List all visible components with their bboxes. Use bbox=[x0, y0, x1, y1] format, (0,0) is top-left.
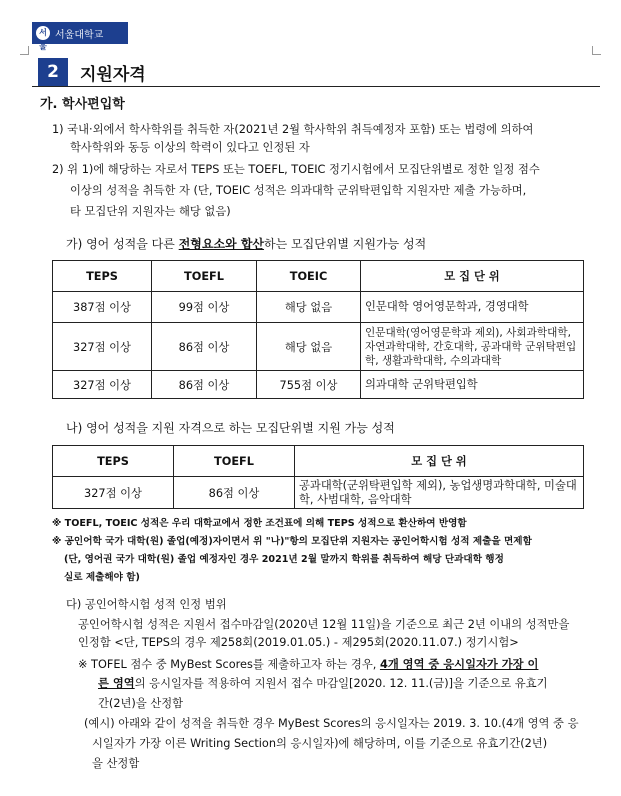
subsection-title: 가. 학사편입학 bbox=[40, 97, 125, 112]
crop-mark-right bbox=[592, 46, 601, 55]
table-row bbox=[53, 323, 584, 371]
table-cell: 해당 없음 bbox=[257, 292, 361, 323]
mybest-note-end: 간(2년)을 산정함 bbox=[98, 697, 184, 710]
table-cell: 공과대학(군위탁편입학 제외), 농업생명과학대학, 미술대학, 사범대학, 음악대학 bbox=[295, 477, 584, 509]
table-row bbox=[53, 477, 584, 509]
note-line: ※ 공인어학 국가 대학(원) 졸업(예정)자이면서 위 "나)"항의 모집단위 지원자는 공인어학시험 성적 제출을 면제함 bbox=[52, 536, 532, 547]
logo-text: 서울대학교 bbox=[55, 29, 104, 41]
table-header: 모 집 단 위 bbox=[361, 261, 584, 292]
table-cell: 327점 이상 bbox=[53, 323, 152, 371]
table-header-row bbox=[53, 261, 584, 292]
mybest-emphasis: 4개 영역 중 응시일자가 가장 이 bbox=[379, 658, 539, 671]
table-cell: 387점 이상 bbox=[53, 292, 152, 323]
table-row bbox=[53, 371, 584, 399]
section-header bbox=[32, 58, 600, 87]
table-row bbox=[53, 292, 584, 323]
section-number: 2 bbox=[38, 58, 68, 86]
example-line: 시일자가 가장 이른 Writing Section의 응시일자)에 해당하며, 이를 기준으로 유효기간(2년) bbox=[92, 737, 548, 750]
university-seal: 서울 bbox=[36, 26, 50, 40]
mybest-note: ※ TOFEL 점수 중 MyBest Scores를 제출하고자 하는 경우, 4개 영역 중 응시일자가 가장 이 bbox=[78, 658, 539, 671]
section-title: 지원자격 bbox=[80, 65, 146, 85]
condition-line: 타 모집단위 지원자는 해당 없음) bbox=[70, 205, 231, 218]
table-cell: 86점 이상 bbox=[152, 371, 257, 399]
table-cell: 327점 이상 bbox=[53, 477, 174, 509]
note-line: ※ TOEFL, TOEIC 성적은 우리 대학교에서 정한 조건표에 의해 TEPS 성적으로 환산하여 반영함 bbox=[52, 518, 467, 529]
condition-line: 1) 국내·외에서 학사학위를 취득한 자(2021년 2월 학사학위 취득예정자 포함) 또는 법령에 의하여 bbox=[52, 123, 534, 136]
table2-caption: 나) 영어 성적을 지원 자격으로 하는 모집단위별 지원 가능 성적 bbox=[66, 421, 395, 435]
score-table-combined bbox=[52, 260, 584, 399]
table-cell: 인문대학 영어영문학과, 경영대학 bbox=[361, 292, 584, 323]
table-cell: 86점 이상 bbox=[174, 477, 295, 509]
mybest-note-cont: 른 영역의 응시일자를 적용하여 지원서 접수 마감일[2020. 12. 11.(금)]을 기준으로 유효기 bbox=[98, 677, 548, 690]
condition-line: 2) 위 1)에 해당하는 자로서 TEPS 또는 TOEFL, TOEIC 정기시험에서 모집단위별로 정한 일정 점수 bbox=[52, 163, 540, 176]
table-cell: 인문대학(영어영문학과 제외), 사회과학대학, 자연과학대학, 간호대학, 공과대학 군위탁편입학, 생활과학대학, 수의과대학 bbox=[361, 323, 584, 371]
mybest-emphasis: 른 영역 bbox=[98, 677, 135, 690]
university-logo bbox=[32, 22, 128, 51]
recognition-title: 다) 공인어학시험 성적 인정 범위 bbox=[66, 598, 227, 611]
crop-mark-left bbox=[20, 46, 29, 55]
score-table-qualification bbox=[52, 445, 584, 509]
table-header: 모 집 단 위 bbox=[295, 446, 584, 477]
table-cell: 327점 이상 bbox=[53, 371, 152, 399]
table-header: TOEFL bbox=[174, 446, 295, 477]
table-cell: 해당 없음 bbox=[257, 323, 361, 371]
table-header: TEPS bbox=[53, 261, 152, 292]
note-line: (단, 영어권 국가 대학(원) 졸업 예정자인 경우 2021년 2월 말까지 학위를 취득하여 해당 단과대학 행정 bbox=[64, 554, 504, 565]
table1-caption-emphasis: 전형요소와 합산 bbox=[178, 237, 265, 251]
table-header: TOEFL bbox=[152, 261, 257, 292]
table-header-row bbox=[53, 446, 584, 477]
condition-line: 이상의 성적을 취득한 자 (단, TOEIC 성적은 의과대학 군위탁편입학 지원자만 제출 가능하며, bbox=[70, 184, 527, 197]
note-line: 실로 제출해야 함) bbox=[64, 572, 140, 583]
example-line: (예시) 아래와 같이 성적을 취득한 경우 MyBest Scores의 응시일자는 2019. 3. 10.(4개 영역 중 응 bbox=[84, 717, 579, 730]
table-cell: 755점 이상 bbox=[257, 371, 361, 399]
table-header: TEPS bbox=[53, 446, 174, 477]
table-cell: 의과대학 군위탁편입학 bbox=[361, 371, 584, 399]
condition-line: 학사학위와 동등 이상의 학력이 있다고 인정된 자 bbox=[70, 141, 310, 154]
recognition-line: 공인어학시험 성적은 지원서 접수마감일(2020년 12월 11일)을 기준으로 최근 2년 이내의 성적만을 bbox=[78, 618, 570, 631]
table-cell: 86점 이상 bbox=[152, 323, 257, 371]
table1-caption: 가) 영어 성적을 다른 전형요소와 합산하는 모집단위별 지원가능 성적 bbox=[66, 237, 427, 251]
example-line: 을 산정함 bbox=[92, 757, 140, 770]
table-cell: 99점 이상 bbox=[152, 292, 257, 323]
recognition-line: 인정함 <단, TEPS의 경우 제258회(2019.01.05.) - 제295회(2020.11.07.) 정기시험> bbox=[78, 636, 519, 649]
table-header: TOEIC bbox=[257, 261, 361, 292]
